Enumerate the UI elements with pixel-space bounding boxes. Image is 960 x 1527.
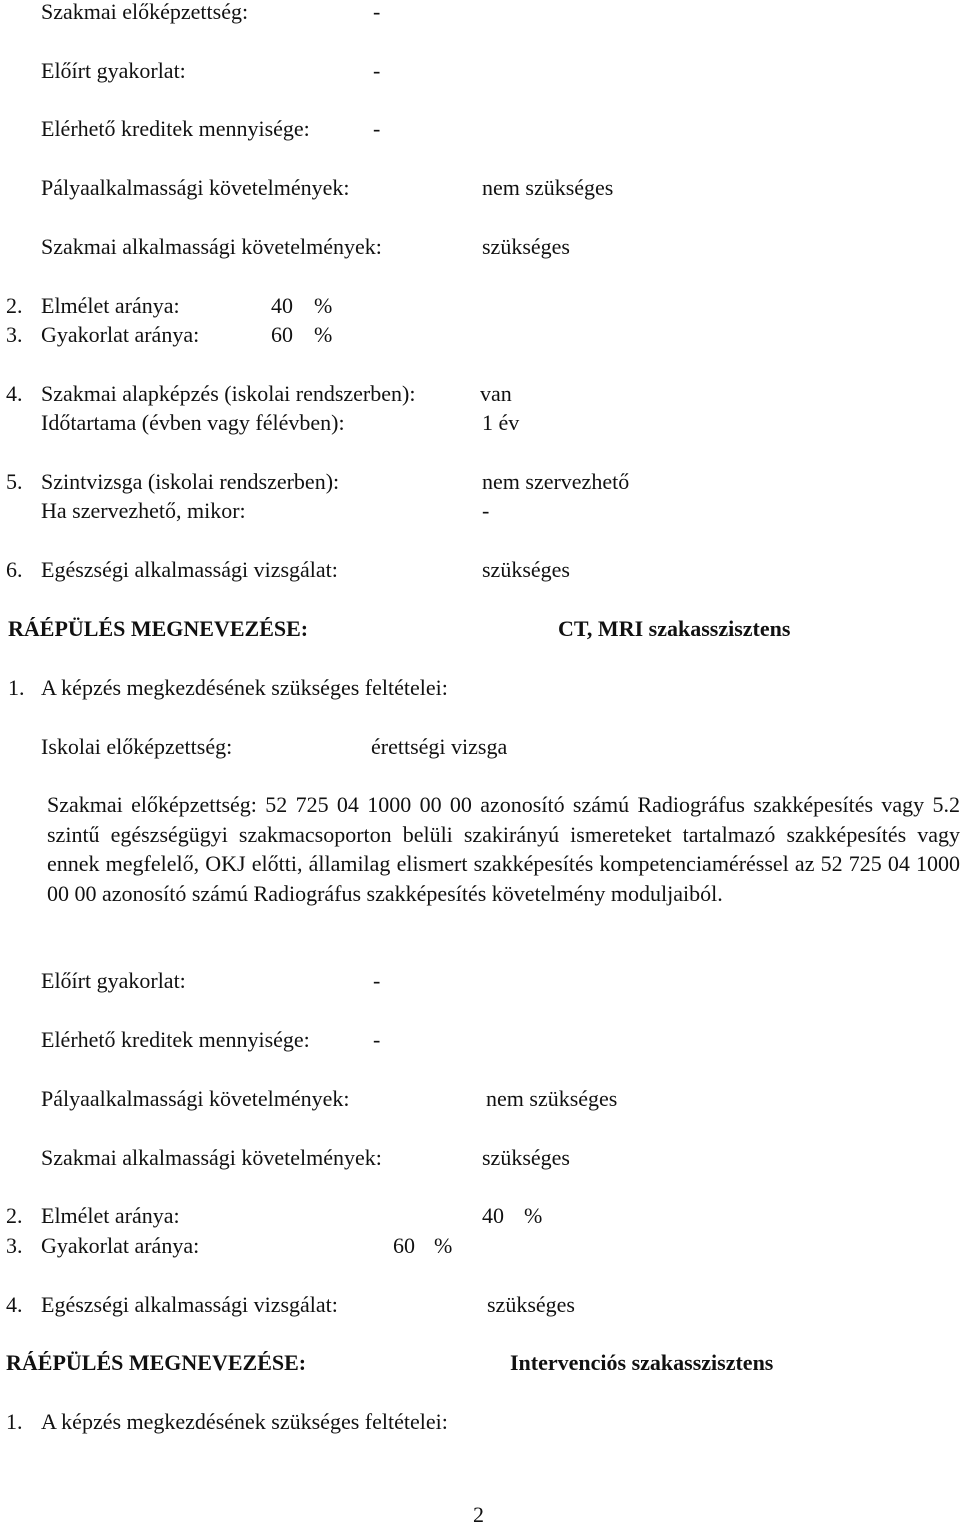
int-section-name: Intervenciós szakasszisztens <box>510 1350 774 1375</box>
szakmai-elokepzettseg-label: Szakmai előképzettség: <box>41 0 249 24</box>
eloirt-gyakorlat-value: - <box>373 58 381 83</box>
palyaalkalmassagi-label: Pályaalkalmassági követelmények: <box>41 175 350 200</box>
idotartam-value: 1 év <box>482 410 520 435</box>
ct-egeszsegi-value: szükséges <box>487 1292 575 1317</box>
ct-section-heading: RÁÉPÜLÉS MEGNEVEZÉSE: <box>8 616 309 641</box>
ct-szakmai-alkalmassagi-label: Szakmai alkalmassági követelmények: <box>41 1145 382 1170</box>
ct-szakmai-elokepzettseg-paragraph: Szakmai előképzettség: 52 725 04 1000 00 00 azonosító számú Radiográfus szakképesítés vagy 5.2 szintű egészségügyi szakmacsoporton belüli szakirányú ismereteket tartalmazó szakképesítés vagy ennek megfelelő, OKJ előtti, államilag elismert szakképesítés kompetenciaméréssel az 52 725 04 1000 00 00 azonosító számú Radiográfus szakképesítés követelmény moduljaiból. <box>47 792 960 906</box>
gyakorlat-value: 60 <box>271 322 293 347</box>
ct-gyakorlat-number: 3. <box>6 1233 23 1258</box>
alapkepzes-number: 4. <box>6 381 23 406</box>
ct-elmelet-label: Elmélet aránya: <box>41 1203 180 1228</box>
page-number: 2 <box>473 1502 484 1527</box>
szintvizsga-label: Szintvizsga (iskolai rendszerben): <box>41 469 340 494</box>
ct-elmelet-value: 40 <box>482 1203 504 1228</box>
egeszsegi-label: Egészségi alkalmassági vizsgálat: <box>41 557 338 582</box>
szintvizsga-value: nem szervezhető <box>482 469 630 494</box>
elmelet-number: 2. <box>6 293 23 318</box>
gyakorlat-label: Gyakorlat aránya: <box>41 322 200 347</box>
ct-szakmai-alkalmassagi-value: szükséges <box>482 1145 570 1170</box>
gyakorlat-unit: % <box>314 322 333 347</box>
szakmai-alkalmassagi-label: Szakmai alkalmassági követelmények: <box>41 234 382 259</box>
elmelet-unit: % <box>314 293 333 318</box>
ct-gyakorlat-label: Gyakorlat aránya: <box>41 1233 200 1258</box>
ha-szervezheto-value: - <box>482 498 490 523</box>
ct-egeszsegi-label: Egészségi alkalmassági vizsgálat: <box>41 1292 338 1317</box>
ct-iskolai-value: érettségi vizsga <box>371 734 508 759</box>
szintvizsga-number: 5. <box>6 469 23 494</box>
int-section-heading: RÁÉPÜLÉS MEGNEVEZÉSE: <box>6 1350 307 1375</box>
eloirt-gyakorlat-label: Előírt gyakorlat: <box>41 58 186 83</box>
ct-eloirt-gyakorlat-label: Előírt gyakorlat: <box>41 968 186 993</box>
ct-kreditek-value: - <box>373 1027 381 1052</box>
elmelet-label: Elmélet aránya: <box>41 293 180 318</box>
idotartam-label: Időtartama (évben vagy félévben): <box>41 410 345 435</box>
alapkepzes-value: van <box>480 381 512 406</box>
ct-palyaalkalmassagi-label: Pályaalkalmassági követelmények: <box>41 1086 350 1111</box>
ct-iskolai-label: Iskolai előképzettség: <box>41 734 233 759</box>
ct-section-name: CT, MRI szakasszisztens <box>558 616 791 641</box>
szakmai-alkalmassagi-value: szükséges <box>482 234 570 259</box>
ct-gyakorlat-value: 60 <box>393 1233 415 1258</box>
kreditek-label: Elérhető kreditek mennyisége: <box>41 116 310 141</box>
egeszsegi-value: szükséges <box>482 557 570 582</box>
ct-kreditek-label: Elérhető kreditek mennyisége: <box>41 1027 310 1052</box>
ct-gyakorlat-unit: % <box>434 1233 453 1258</box>
palyaalkalmassagi-value: nem szükséges <box>482 175 614 200</box>
egeszsegi-number: 6. <box>6 557 23 582</box>
ct-egeszsegi-number: 4. <box>6 1292 23 1317</box>
ct-elmelet-unit: % <box>524 1203 543 1228</box>
ct-elmelet-number: 2. <box>6 1203 23 1228</box>
int-prereq-number: 1. <box>6 1409 23 1434</box>
kreditek-value: - <box>373 116 381 141</box>
ct-eloirt-gyakorlat-value: - <box>373 968 381 993</box>
szakmai-elokepzettseg-value: - <box>373 0 381 24</box>
ct-prereq-number: 1. <box>8 675 25 700</box>
ha-szervezheto-label: Ha szervezhető, mikor: <box>41 498 246 523</box>
ct-palyaalkalmassagi-value: nem szükséges <box>486 1086 618 1111</box>
elmelet-value: 40 <box>271 293 293 318</box>
gyakorlat-number: 3. <box>6 322 23 347</box>
ct-prereq-label: A képzés megkezdésének szükséges feltételei: <box>41 675 448 700</box>
int-prereq-label: A képzés megkezdésének szükséges feltételei: <box>41 1409 448 1434</box>
alapkepzes-label: Szakmai alapképzés (iskolai rendszerben): <box>41 381 416 406</box>
